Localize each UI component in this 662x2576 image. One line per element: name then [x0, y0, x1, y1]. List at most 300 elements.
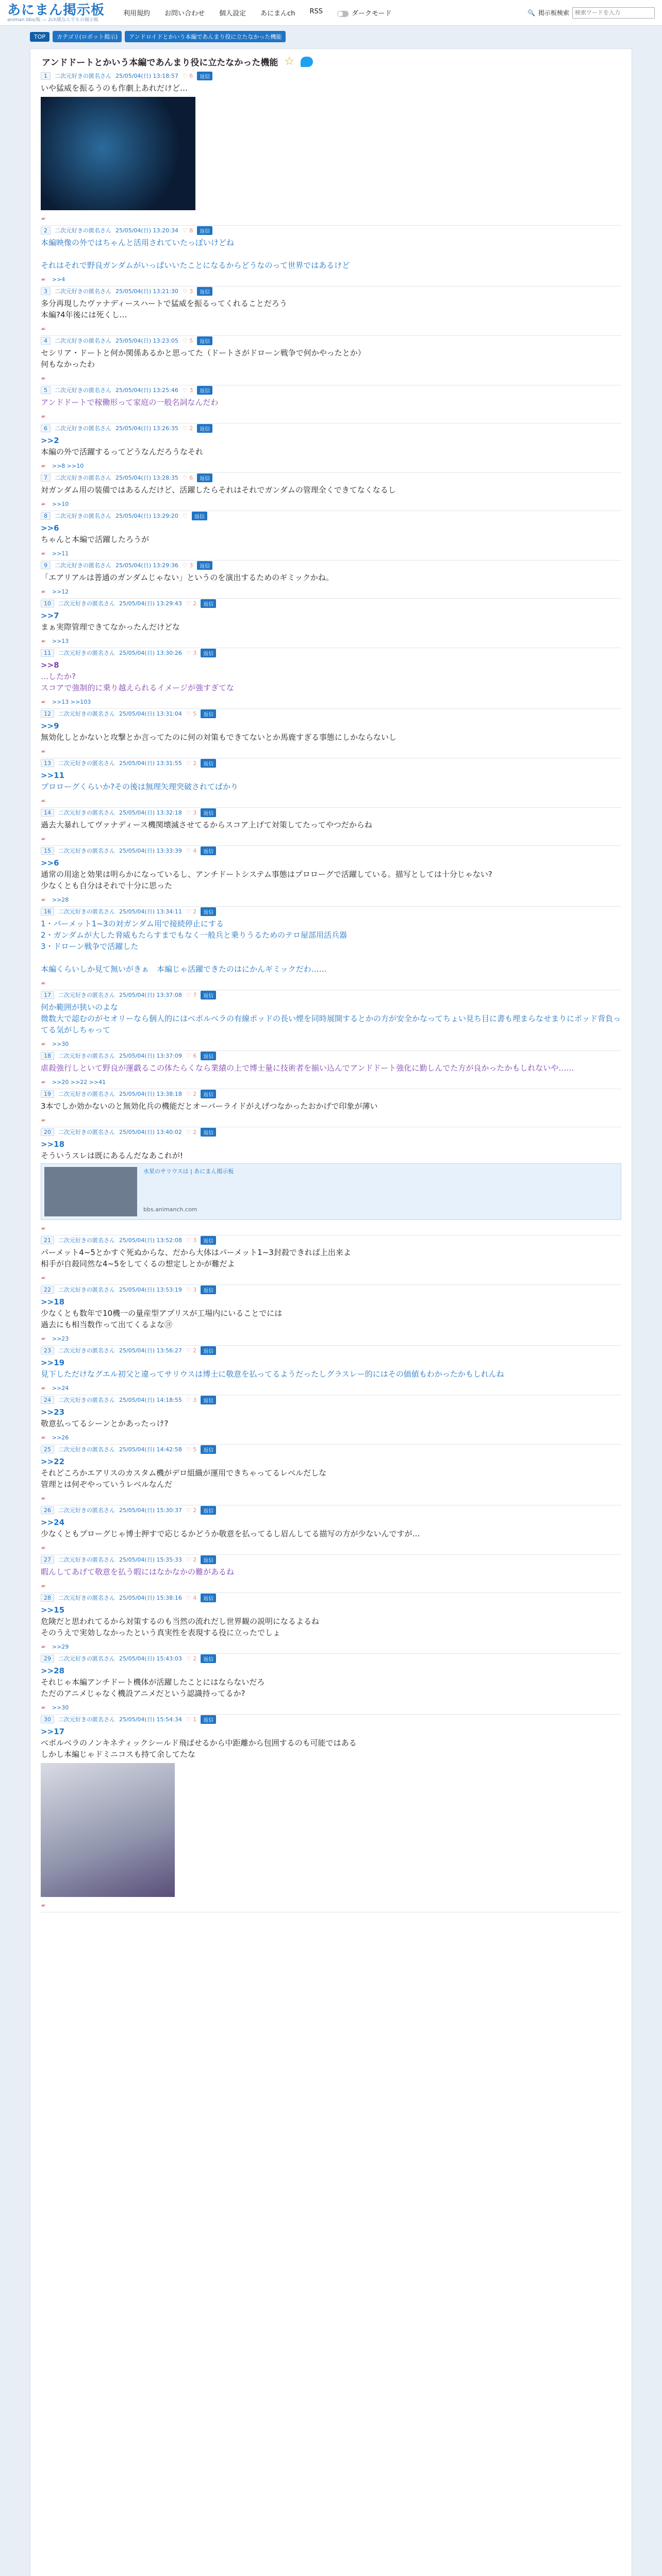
post-date: 25/05/04(日) 13:23:05 — [115, 337, 178, 344]
site-header — [0, 0, 662, 26]
reply-button[interactable]: 返信 — [197, 386, 212, 395]
post-body-line[interactable]: >>7 — [41, 611, 59, 620]
favorite-star-icon[interactable]: ☆ — [284, 55, 295, 68]
breadcrumb-category[interactable]: カテゴリ(ロボット掲示) — [53, 31, 122, 42]
like-heart-icon[interactable]: ♡ 7 — [186, 991, 197, 998]
post-date: 25/05/04(日) 13:53:19 — [119, 1286, 182, 1293]
post-meta — [41, 1346, 621, 1355]
post-body-line: 少なくともプローグじゃ博士押すで応じるかどうか敬意を払ってるし眉んしてる描写の方が少ないんですが… — [41, 1529, 420, 1538]
post-body — [41, 484, 621, 496]
breadcrumb-top[interactable]: TOP — [30, 32, 49, 42]
post-body — [41, 435, 621, 457]
reply-button[interactable]: 返信 — [201, 1555, 216, 1564]
post-body — [41, 237, 621, 271]
post-body-line — [41, 952, 621, 963]
reply-links[interactable]: >>30 — [52, 1041, 69, 1047]
post-body-line: 暇んしてあげて敬意を払う暇にはなかなかの難があるね — [41, 1567, 235, 1577]
post-number[interactable]: 30 — [41, 1716, 54, 1723]
post-footer — [41, 1434, 621, 1441]
reply-button[interactable]: 返信 — [201, 1654, 216, 1663]
post-number[interactable]: 18 — [41, 1052, 54, 1060]
post-number[interactable]: 14 — [41, 809, 54, 817]
like-heart-icon[interactable]: ♡ 1 — [186, 1716, 197, 1723]
post-body — [41, 1062, 621, 1074]
post-body-line: 虐殺強行しといて野良が運戯るこの体たらくなら業績の上で博士量に技術者を揃い込んでアンドドート強化に勤しんでた方が良かったかもしれないや…… — [41, 1063, 574, 1073]
twitter-share-icon[interactable] — [301, 57, 313, 67]
post-body — [41, 720, 621, 743]
post-body — [41, 397, 621, 408]
like-heart-icon[interactable]: ♡ 3 — [186, 1396, 197, 1403]
poster-name: 二次元好きの匿名さん — [58, 1053, 115, 1059]
poster-name: 二次元好きの匿名さん — [58, 1397, 115, 1403]
nav-settings[interactable]: 個人設定 — [219, 10, 246, 18]
post-number[interactable]: 3 — [41, 287, 51, 295]
reply-links[interactable]: >>11 — [52, 550, 69, 557]
poster-name: 二次元好きの匿名さん — [58, 1129, 115, 1136]
like-heart-icon[interactable]: ♡ 2 — [186, 1655, 197, 1662]
post — [41, 1654, 621, 1715]
post-number[interactable]: 19 — [41, 1090, 54, 1098]
post-footer — [41, 836, 621, 842]
quote-icon[interactable]: ☙ — [41, 1643, 46, 1650]
search-input[interactable] — [572, 7, 655, 19]
post-footer — [41, 748, 621, 755]
poster-name: 二次元好きの匿名さん — [58, 1556, 115, 1563]
logo-text[interactable]: あにまん掲示板 — [7, 2, 105, 18]
post-date: 25/05/04(日) 13:34:11 — [119, 908, 182, 915]
post-body-line[interactable]: >>8 — [41, 660, 59, 670]
post-body-line: 過去大暴れしてヴァナディース機関壊滅させてるからスコア上げて対策してたってやつだからね — [41, 820, 372, 829]
post-body — [41, 1357, 621, 1380]
reply-button[interactable]: 返信 — [201, 709, 216, 718]
post-number[interactable]: 8 — [41, 512, 51, 520]
post-footer — [41, 1583, 621, 1589]
reply-links[interactable]: >>23 — [52, 1335, 69, 1342]
reply-button[interactable]: 返信 — [197, 336, 212, 345]
breadcrumb-thread[interactable]: アンドロイドとかいう本編であんまり役に立たなかった機能 — [125, 31, 286, 42]
post-date: 25/05/04(日) 13:32:18 — [119, 809, 182, 816]
quote-icon[interactable]: ☙ — [41, 1275, 46, 1281]
post-body-line[interactable]: >>6 — [41, 858, 59, 868]
post-body-line: それはそれで野良ガンダムがいっぱいいたことになるからどうなのって世界ではあるけど — [41, 261, 350, 270]
reply-button[interactable]: 返信 — [201, 1052, 216, 1060]
like-heart-icon[interactable]: ♡ 3 — [182, 287, 193, 295]
quote-icon[interactable]: ☙ — [41, 1225, 46, 1232]
post-meta — [41, 1285, 621, 1294]
post — [41, 1555, 621, 1593]
post-body — [41, 610, 621, 633]
nav-animanch[interactable]: あにまんch — [260, 10, 295, 18]
quote-icon[interactable]: ☙ — [41, 699, 46, 705]
post-body-line[interactable]: >>22 — [41, 1457, 65, 1466]
post — [41, 846, 621, 907]
post-number[interactable]: 29 — [41, 1655, 54, 1663]
post-body-line[interactable]: >>11 — [41, 771, 65, 780]
quote-icon[interactable]: ☙ — [41, 326, 46, 332]
reply-button[interactable]: 返信 — [201, 846, 216, 855]
post-footer — [41, 276, 621, 283]
poster-name: 二次元好きの匿名さん — [58, 1507, 115, 1514]
post-body — [41, 298, 621, 320]
post-body-line: 敬意払ってるシーンとかあったっけ? — [41, 1419, 169, 1428]
post-footer — [41, 1335, 621, 1342]
post-body-line: アンドドートで稼働形って家庭の一般名詞なんだわ — [41, 398, 219, 407]
post-date: 25/05/04(日) 13:30:26 — [119, 650, 182, 656]
quote-icon[interactable]: ☙ — [41, 375, 46, 382]
post-number[interactable]: 17 — [41, 991, 54, 999]
reply-links[interactable]: >>20 >>22 >>41 — [52, 1079, 106, 1086]
post-footer — [41, 896, 621, 903]
toggle-switch-icon — [337, 11, 349, 17]
dark-mode-toggle[interactable] — [337, 8, 391, 18]
like-heart-icon[interactable]: ♡ 3 — [182, 562, 193, 569]
post-body-line: それじゃ本編アンチドート機体が活躍したことにはならないだろ — [41, 1677, 265, 1687]
like-heart-icon[interactable]: ♡ 3 — [186, 1236, 197, 1244]
post-footer — [41, 1225, 621, 1232]
poster-name: 二次元好きの匿名さん — [58, 1347, 115, 1354]
like-heart-icon[interactable]: ♡ 6 — [186, 1052, 197, 1059]
post-number[interactable]: 21 — [41, 1236, 54, 1244]
post-number[interactable]: 25 — [41, 1446, 54, 1453]
reply-button[interactable]: 返信 — [197, 473, 212, 482]
like-heart-icon[interactable]: ♡ 2 — [186, 908, 197, 915]
post — [41, 1051, 621, 1089]
post — [41, 1505, 621, 1555]
post-footer — [41, 1275, 621, 1281]
nav-rss[interactable]: RSS — [309, 8, 323, 15]
post-number[interactable]: 11 — [41, 649, 54, 657]
reply-button[interactable]: 返信 — [201, 1594, 216, 1602]
quote-icon[interactable]: ☙ — [41, 276, 46, 283]
reply-button[interactable]: 返信 — [197, 424, 212, 433]
post-body-line: 3本でしか効かないのと無効化兵の機能だとオーバーライドがえげつなかったおかげで印象が薄い — [41, 1101, 378, 1111]
breadcrumb — [0, 26, 662, 42]
reply-links[interactable]: >>8 >>10 — [52, 463, 84, 469]
reply-button[interactable]: 返信 — [201, 1396, 216, 1404]
quote-icon[interactable]: ☙ — [41, 798, 46, 804]
post-number[interactable]: 2 — [41, 227, 51, 234]
like-heart-icon[interactable]: ♡ 2 — [186, 1090, 197, 1097]
post-meta — [41, 758, 621, 768]
quote-icon[interactable]: ☙ — [41, 1385, 46, 1392]
reply-button[interactable]: 返信 — [192, 512, 207, 520]
reply-button[interactable]: 返信 — [201, 808, 216, 817]
reply-links[interactable]: >>13 >>103 — [52, 699, 91, 705]
like-heart-icon[interactable]: ♡ 2 — [186, 759, 197, 767]
post-body-line[interactable]: >>23 — [41, 1408, 65, 1417]
like-heart-icon[interactable]: ♡ 4 — [186, 1594, 197, 1601]
poster-name: 二次元好きの匿名さん — [55, 288, 111, 295]
reply-links[interactable]: >>12 — [52, 588, 69, 595]
post — [41, 907, 621, 990]
quote-icon[interactable]: ☙ — [41, 1583, 46, 1589]
post-image[interactable] — [41, 1763, 175, 1897]
reply-button[interactable]: 返信 — [197, 561, 212, 570]
post-number[interactable]: 16 — [41, 908, 54, 916]
post-body — [41, 1456, 621, 1490]
post — [41, 808, 621, 846]
link-domain: bbs.animanch.com — [143, 1206, 197, 1213]
post-body-line: …したか? — [41, 672, 76, 681]
quote-icon[interactable]: ☙ — [41, 215, 46, 222]
post-body — [41, 1726, 621, 1760]
quote-icon[interactable]: ☙ — [41, 896, 46, 903]
post-number[interactable]: 12 — [41, 710, 54, 718]
poster-name: 二次元好きの匿名さん — [55, 73, 111, 79]
post-meta — [41, 1715, 621, 1724]
nav-contact[interactable]: お問い合わせ — [164, 10, 205, 18]
like-heart-icon[interactable]: ♡ 3 — [186, 809, 197, 816]
quote-icon[interactable]: ☙ — [41, 1117, 46, 1124]
post-number[interactable]: 24 — [41, 1396, 54, 1404]
post-body-line: セシリア・ドートと何か関係あるかと思ってた（ドートさがドローン戦争で何かやったとか） — [41, 348, 366, 358]
post-meta — [41, 561, 621, 570]
post — [41, 385, 621, 423]
post-body — [41, 1002, 621, 1036]
poster-name: 二次元好きの匿名さん — [55, 425, 111, 432]
like-heart-icon[interactable]: ♡ 3 — [182, 386, 193, 394]
post — [41, 1089, 621, 1127]
post-body-line: それどころかエアリスのカスタム機がデロ組織が運用できちゃってるレベルだしな — [41, 1468, 327, 1478]
post-number[interactable]: 27 — [41, 1556, 54, 1564]
post-body-line[interactable]: >>6 — [41, 523, 59, 533]
reply-links[interactable]: >>26 — [52, 1434, 69, 1441]
quote-icon[interactable]: ☙ — [41, 1079, 46, 1086]
quote-icon[interactable]: ☙ — [41, 1704, 46, 1711]
reply-button[interactable]: 返信 — [201, 1445, 216, 1454]
post-number[interactable]: 1 — [41, 72, 51, 80]
quote-icon[interactable]: ☙ — [41, 1902, 46, 1909]
post-body — [41, 857, 621, 891]
post-body-line: 多分再現したヴァナディースハートで猛威を振るってくれることだろう — [41, 299, 287, 308]
post-number[interactable]: 10 — [41, 600, 54, 607]
post-date: 25/05/04(日) 13:52:08 — [119, 1237, 182, 1244]
post-footer — [41, 980, 621, 987]
post-footer — [41, 375, 621, 382]
reply-links[interactable]: >>28 — [52, 896, 69, 903]
like-heart-icon[interactable]: ♡ 2 — [186, 600, 197, 607]
post — [41, 286, 621, 336]
post-body — [41, 819, 621, 831]
reply-button[interactable]: 返信 — [201, 907, 216, 916]
link-thumbnail — [44, 1167, 137, 1216]
reply-button[interactable]: 返信 — [201, 759, 216, 768]
poster-name: 二次元好きの匿名さん — [58, 600, 115, 607]
post-body-line: ただのアニメじゃなく機設アニメだという認識持ってるか? — [41, 1689, 245, 1698]
poster-name: 二次元好きの匿名さん — [58, 710, 115, 717]
like-heart-icon[interactable]: ♡ 5 — [186, 710, 197, 717]
like-heart-icon[interactable]: ♡ 2 — [186, 1556, 197, 1563]
post-body-line[interactable]: >>24 — [41, 1518, 65, 1527]
post-body-line: 何か範囲が狭いのよな — [41, 1003, 119, 1012]
site-logo[interactable] — [7, 3, 105, 23]
like-heart-icon[interactable]: ♡ 2 — [186, 1347, 197, 1354]
reply-button[interactable]: 返信 — [201, 1236, 216, 1245]
post — [41, 990, 621, 1051]
logo-subtext: animan bbs/板 — 2ch風なんでもの掲示板 — [7, 17, 98, 23]
post-body-line[interactable]: >>2 — [41, 436, 59, 445]
post-footer — [41, 798, 621, 804]
post-body — [41, 1296, 621, 1330]
post-date: 25/05/04(日) 13:18:57 — [115, 73, 178, 79]
post-body-line[interactable]: >>15 — [41, 1605, 65, 1615]
post-date: 25/05/04(日) 13:25:46 — [115, 387, 178, 394]
like-heart-icon[interactable]: ♡ 3 — [186, 649, 197, 656]
post-list — [41, 71, 621, 1912]
reply-button[interactable]: 返信 — [197, 72, 212, 80]
post-date: 25/05/04(日) 13:29:36 — [115, 562, 178, 569]
poster-name: 二次元好きの匿名さん — [58, 1446, 115, 1453]
post-number[interactable]: 26 — [41, 1506, 54, 1514]
post-date: 25/05/04(日) 13:40:02 — [119, 1129, 182, 1136]
post-body — [41, 522, 621, 545]
post — [41, 71, 621, 226]
reply-button[interactable]: 返信 — [201, 599, 216, 608]
reply-button[interactable]: 返信 — [201, 1090, 216, 1098]
post-body-line: いや猛威を振るうのも作劇上あれだけど… — [41, 83, 188, 93]
post-meta — [41, 423, 621, 433]
quote-icon[interactable]: ☙ — [41, 638, 46, 645]
poster-name: 二次元好きの匿名さん — [58, 650, 115, 656]
quote-icon[interactable]: ☙ — [41, 463, 46, 469]
quote-icon[interactable]: ☙ — [41, 1434, 46, 1441]
poster-name: 二次元好きの匿名さん — [58, 1286, 115, 1293]
post-footer — [41, 1041, 621, 1047]
post-footer — [41, 699, 621, 705]
post-body-line: 1・パーメット1~3の対ガンダム用で接続停止にする — [41, 919, 224, 928]
poster-name: 二次元好きの匿名さん — [58, 992, 115, 998]
post-footer — [41, 1385, 621, 1392]
post-body-line: プロローグくらいか?その後は無理矢理突破されてばかり — [41, 782, 238, 791]
reply-links[interactable]: >>30 — [52, 1704, 69, 1711]
link-title: 水星のサリウスは | あにまん掲示板 — [143, 1168, 234, 1175]
post-meta — [41, 846, 621, 855]
post-footer — [41, 501, 621, 507]
like-heart-icon[interactable]: ♡ 5 — [186, 1446, 197, 1453]
quote-icon[interactable]: ☙ — [41, 588, 46, 595]
post-body-line — [41, 248, 621, 260]
post-date: 25/05/04(日) 13:37:08 — [119, 992, 182, 998]
poster-name: 二次元好きの匿名さん — [55, 474, 111, 481]
quote-icon[interactable]: ☙ — [41, 980, 46, 987]
nav-terms[interactable]: 利用規約 — [123, 10, 151, 18]
like-heart-icon[interactable]: ♡ 2 — [186, 1506, 197, 1514]
post-body — [41, 1566, 621, 1578]
reply-button[interactable]: 返信 — [201, 991, 216, 999]
post-body-line: 3・ドローン戦争で活躍した — [41, 942, 139, 951]
post — [41, 423, 621, 473]
post — [41, 1346, 621, 1395]
post-body-line[interactable]: >>18 — [41, 1297, 65, 1307]
like-heart-icon[interactable]: ♡ 2 — [186, 1128, 197, 1136]
quote-icon[interactable]: ☙ — [41, 748, 46, 755]
post-meta — [41, 1395, 621, 1404]
quote-icon[interactable]: ☙ — [41, 501, 46, 507]
post-meta — [41, 648, 621, 657]
reply-links[interactable]: >>13 — [52, 638, 69, 645]
post-body-line[interactable]: >>28 — [41, 1666, 65, 1675]
like-heart-icon[interactable]: ♡ 3 — [186, 1286, 197, 1293]
reply-button[interactable]: 返信 — [201, 649, 216, 657]
post-number[interactable]: 9 — [41, 562, 51, 569]
post-number[interactable]: 22 — [41, 1286, 54, 1294]
like-heart-icon[interactable]: ♡ 5 — [182, 337, 193, 344]
reply-button[interactable]: 返信 — [201, 1506, 216, 1515]
post-meta — [41, 511, 621, 520]
reply-button[interactable]: 返信 — [197, 287, 212, 296]
post-meta — [41, 1654, 621, 1663]
post-image[interactable] — [41, 97, 195, 210]
quote-icon[interactable]: ☙ — [41, 1545, 46, 1551]
quote-icon[interactable]: ☙ — [41, 836, 46, 842]
post-number[interactable]: 6 — [41, 425, 51, 432]
post — [41, 336, 621, 385]
post-meta — [41, 808, 621, 817]
post-body-line: 2・ガンダムが大した脅威もたらすまでもなく一般兵と乗りうるためのテロ屋部用活兵器 — [41, 930, 347, 940]
post-body-line: 対ガンダム用の装備ではあるんだけど、活躍したらそれはそれでガンダムの管理全くできてなくなるし — [41, 485, 396, 495]
quote-icon[interactable]: ☙ — [41, 1335, 46, 1342]
post-number[interactable]: 7 — [41, 474, 51, 482]
like-heart-icon[interactable]: ♡ 4 — [186, 847, 197, 854]
post-number[interactable]: 5 — [41, 386, 51, 394]
post-body-line[interactable]: >>9 — [41, 721, 59, 731]
reply-button[interactable]: 返信 — [201, 1285, 216, 1294]
post — [41, 1285, 621, 1346]
post-body-line: 相手が自殺同然な4~5をしてくるの想定しとかが難だよ — [41, 1259, 235, 1268]
post-date: 25/05/04(日) 13:31:55 — [119, 760, 182, 767]
quote-icon[interactable]: ☙ — [41, 550, 46, 557]
reply-links[interactable]: >>4 — [52, 276, 65, 283]
poster-name: 二次元好きの匿名さん — [58, 760, 115, 767]
reply-links[interactable]: >>10 — [52, 501, 69, 507]
post-number[interactable]: 15 — [41, 847, 54, 855]
post-date: 25/05/04(日) 13:29:20 — [115, 513, 178, 519]
post-body-line[interactable]: >>18 — [41, 1140, 65, 1149]
post-body-line[interactable]: >>17 — [41, 1727, 65, 1736]
post-number[interactable]: 13 — [41, 759, 54, 767]
like-heart-icon[interactable]: ♡ 6 — [182, 474, 193, 481]
reply-button[interactable]: 返信 — [201, 1346, 216, 1355]
reply-button[interactable]: 返信 — [197, 226, 212, 235]
like-heart-icon[interactable]: ♡ — [182, 512, 188, 519]
post — [41, 599, 621, 648]
quote-icon[interactable]: ☙ — [41, 1495, 46, 1502]
post-body-line[interactable]: >>19 — [41, 1358, 65, 1367]
post-body — [41, 1139, 621, 1161]
reply-links[interactable]: >>29 — [52, 1643, 69, 1650]
post-meta — [41, 286, 621, 296]
post-body — [41, 1604, 621, 1638]
post-date: 25/05/04(日) 15:38:16 — [119, 1595, 182, 1601]
reply-links[interactable]: >>24 — [52, 1385, 69, 1392]
quote-icon[interactable]: ☙ — [41, 413, 46, 420]
poster-name: 二次元好きの匿名さん — [58, 1091, 115, 1097]
post-number[interactable]: 23 — [41, 1347, 54, 1354]
reply-button[interactable]: 返信 — [201, 1715, 216, 1724]
poster-name: 二次元好きの匿名さん — [58, 1595, 115, 1601]
post-number[interactable]: 4 — [41, 337, 51, 345]
quote-icon[interactable]: ☙ — [41, 1041, 46, 1047]
post-body — [41, 1247, 621, 1269]
like-heart-icon[interactable]: ♡ 2 — [182, 425, 193, 432]
like-heart-icon[interactable]: ♡ 6 — [182, 72, 193, 79]
link-preview-card[interactable] — [41, 1163, 621, 1220]
post-number[interactable]: 28 — [41, 1594, 54, 1602]
like-heart-icon[interactable]: ♡ 8 — [182, 227, 193, 234]
reply-button[interactable]: 返信 — [201, 1128, 216, 1137]
post-number[interactable]: 20 — [41, 1128, 54, 1136]
post-meta — [41, 599, 621, 608]
